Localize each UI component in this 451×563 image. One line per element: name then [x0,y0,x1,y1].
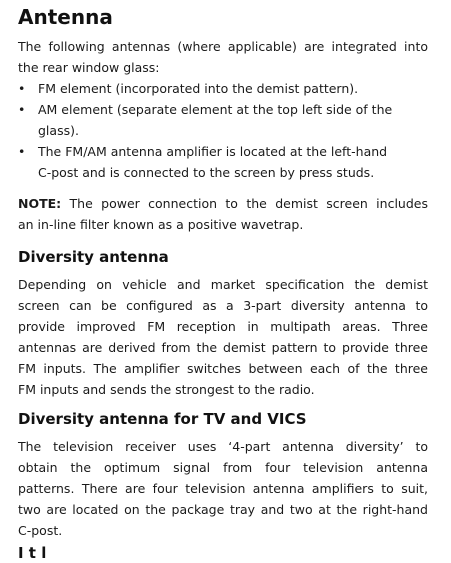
list-item-text: C-post and is connected to the screen by press studs. [38,165,375,180]
note-line [18,193,428,214]
body-line: screen can be configured as a 3-part diversity antenna to [18,298,428,313]
note-paragraph [18,193,428,235]
section-title-diversity-tv-vics: Diversity antenna for TV and VICS [18,410,307,428]
intro-line: the rear window glass: [18,60,160,75]
list-item-text: AM element (separate element at the top left side of the [38,102,393,117]
note-label: NOTE: [18,196,62,211]
bullet-glyph: • [18,144,26,159]
list-item-text: The FM/AM antenna amplifier is located at the left-hand [38,144,388,159]
body-line: two are located on the package tray and two at the right-hand [18,502,428,517]
body-line: C-post. [18,523,63,538]
body-line: FM inputs. The amplifier switches between each of the three [18,361,428,376]
list-item [18,78,428,99]
antenna-element-list [18,78,428,183]
cutoff-heading: I t l [18,544,47,562]
intro-line: The following antennas (where applicable) are integrated into [18,39,428,54]
section-title-diversity-antenna: Diversity antenna [18,248,169,266]
diversity-antenna-paragraph [18,274,428,400]
list-item [18,99,428,141]
section-title-antenna: Antenna [18,5,113,29]
list-item-text: FM element (incorporated into the demist pattern). [38,81,359,96]
body-line: The television receiver uses ‘4-part antenna diversity’ to [18,439,428,454]
note-line: an in-line filter known as a positive wavetrap. [18,217,304,232]
tv-vics-paragraph [18,436,428,541]
body-line: Depending on vehicle and market specification the demist [18,277,428,292]
body-line: patterns. There are four television antenna amplifiers to suit, [18,481,428,496]
antenna-intro-paragraph [18,36,428,78]
body-line: antennas are derived from the demist pattern to provide three [18,340,428,355]
body-line: FM inputs and sends the strongest to the radio. [18,382,315,397]
list-item [18,141,428,183]
note-text: The power connection to the demist screen includes [69,196,428,211]
body-line: obtain the optimum signal from four television antenna [18,460,428,475]
bullet-glyph: • [18,81,26,96]
body-line: provide improved FM reception in multipath areas. Three [18,319,428,334]
list-item-text: glass). [38,123,79,138]
bullet-glyph: • [18,102,26,117]
